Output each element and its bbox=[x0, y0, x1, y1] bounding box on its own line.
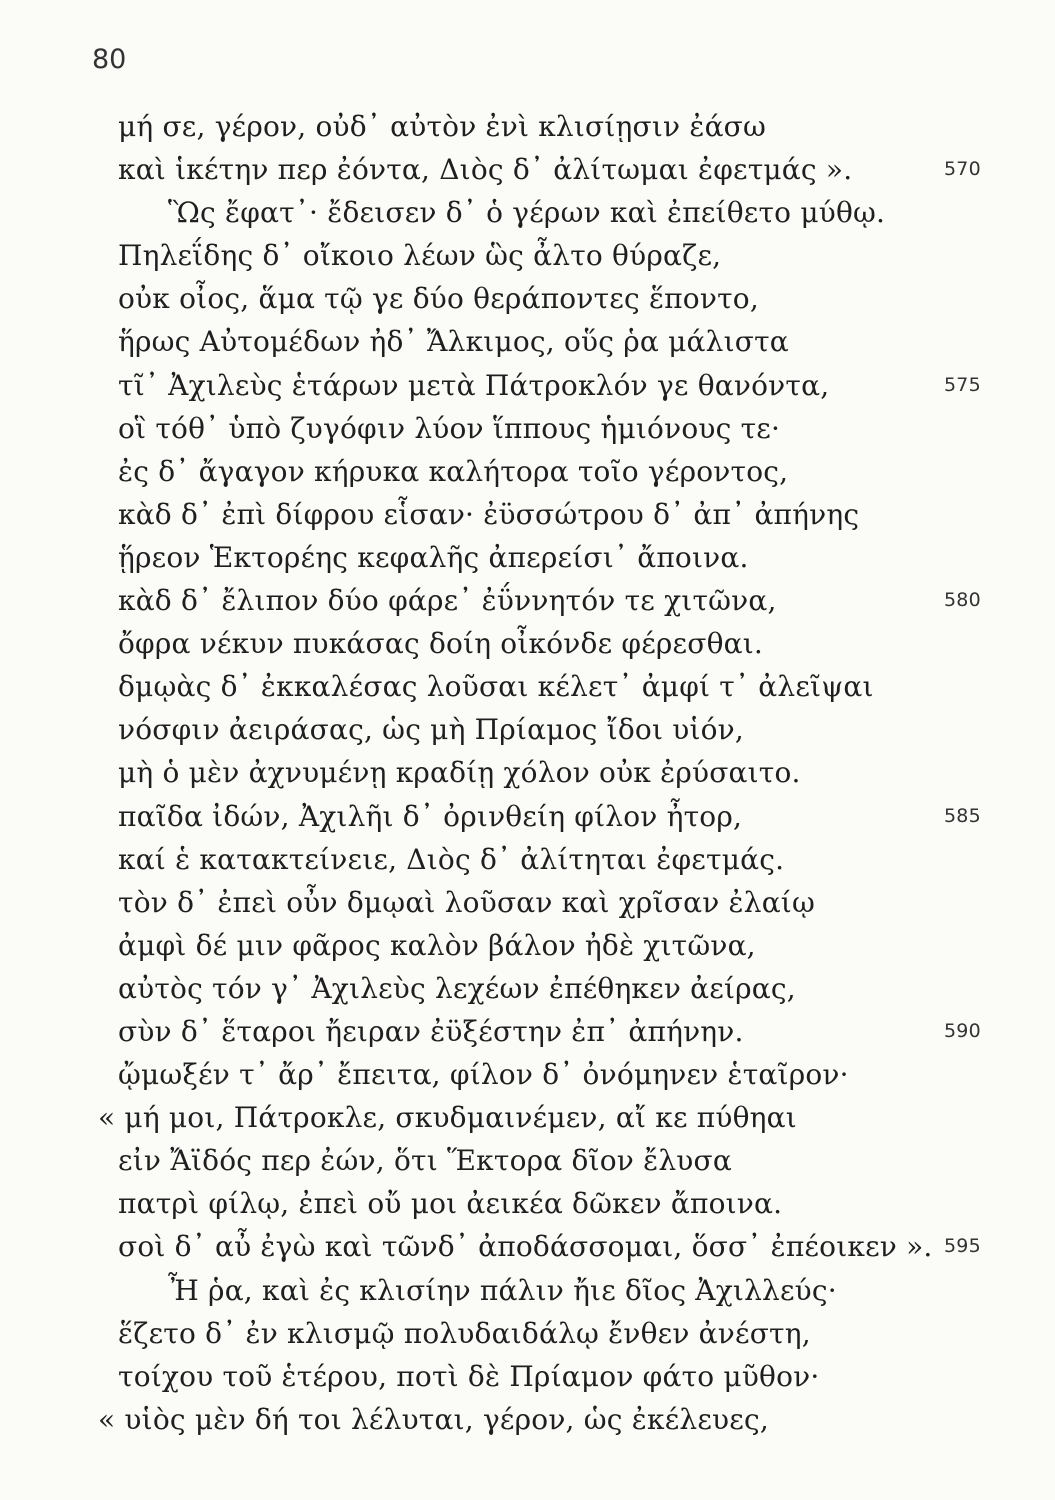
verse-text: καί ἑ κατακτείνειε, Διὸς δ᾽ ἀλίτηται ἐφετμάς. bbox=[118, 842, 785, 876]
verse-line bbox=[0, 364, 1055, 407]
verse-line bbox=[0, 751, 1055, 794]
verse-line bbox=[0, 320, 1055, 363]
verse-text: ἀμφὶ δέ μιν φᾶρος καλὸν βάλον ἠδὲ χιτῶνα, bbox=[118, 928, 756, 962]
verse-line bbox=[0, 1010, 1055, 1053]
verse-line bbox=[0, 450, 1055, 493]
verse-line bbox=[0, 795, 1055, 838]
verse-text: Πηλεΐδης δ᾽ οἴκοιο λέων ὣς ἆλτο θύραζε, bbox=[118, 239, 722, 273]
line-number: 570 bbox=[944, 158, 981, 181]
verse-text: μή σε, γέρον, οὐδ᾽ αὐτὸν ἐνὶ κλισίῃσιν ἐάσω bbox=[118, 110, 767, 143]
verse-text: οὐκ οἶος, ἅμα τῷ γε δύο θεράποντες ἕποντο, bbox=[118, 282, 759, 316]
verse-text: ὄφρα νέκυν πυκάσας δοίη οἶκόνδε φέρεσθαι. bbox=[118, 627, 764, 661]
line-number: 580 bbox=[944, 589, 981, 612]
verse-line bbox=[0, 1269, 1055, 1312]
verse-text: Ὣς ἔφατ᾽· ἔδεισεν δ᾽ ὁ γέρων καὶ ἐπείθετο μύθῳ. bbox=[168, 196, 886, 230]
verse-line bbox=[0, 493, 1055, 536]
verse-text: σὺν δ᾽ ἕταροι ἤειραν ἐϋξέστην ἐπ᾽ ἀπήνην. bbox=[118, 1014, 744, 1048]
line-number: 595 bbox=[944, 1235, 981, 1258]
verse-line bbox=[0, 1053, 1055, 1096]
verse-line bbox=[0, 1398, 1055, 1441]
verse-text: παῖδα ἰδών, Ἀχιλῆι δ᾽ ὀρινθείη φίλον ἦτορ, bbox=[118, 799, 743, 833]
verse-text: δμῳὰς δ᾽ ἐκκαλέσας λοῦσαι κέλετ᾽ ἀμφί τ᾽ ἀλεῖψαι bbox=[118, 670, 874, 704]
verse-line bbox=[0, 407, 1055, 450]
verse-text: ᾤμωξέν τ᾽ ἄρ᾽ ἔπειτα, φίλον δ᾽ ὀνόμηνεν ἑταῖρον· bbox=[118, 1058, 849, 1092]
verse-text: νόσφιν ἀειράσας, ὡς μὴ Πρίαμος ἴδοι υἱόν, bbox=[118, 713, 745, 747]
verse-text: τοίχου τοῦ ἑτέρου, ποτὶ δὲ Πρίαμον φάτο μῦθον· bbox=[118, 1359, 820, 1393]
verse-text: ᾕρεον Ἑκτορέης κεφαλῆς ἀπερείσι᾽ ἄποινα. bbox=[118, 540, 749, 574]
verse-line bbox=[0, 536, 1055, 579]
verse-line bbox=[0, 924, 1055, 967]
verse-text: τῖ᾽ Ἀχιλεὺς ἑτάρων μετὰ Πάτροκλόν γε θανόντα, bbox=[118, 368, 830, 402]
verse-text: μὴ ὁ μὲν ἀχνυμένῃ κραδίῃ χόλον οὐκ ἐρύσαιτο. bbox=[118, 756, 801, 790]
verse-text: αὐτὸς τόν γ᾽ Ἀχιλεὺς λεχέων ἐπέθηκεν ἀείρας, bbox=[118, 971, 796, 1005]
line-number: 585 bbox=[944, 804, 981, 827]
verse-line bbox=[0, 1312, 1055, 1355]
verse-line bbox=[0, 579, 1055, 622]
verse-line bbox=[0, 1139, 1055, 1182]
verse-text: ἕζετο δ᾽ ἐν κλισμῷ πολυδαιδάλῳ ἔνθεν ἀνέστη, bbox=[118, 1316, 811, 1350]
verse-line bbox=[0, 277, 1055, 320]
verse-text: σοὶ δ᾽ αὖ ἐγὼ καὶ τῶνδ᾽ ἀποδάσσομαι, ὅσσ᾽ ἐπέοικεν ». bbox=[118, 1230, 933, 1264]
verse-text: καὶ ἱκέτην περ ἐόντα, Διὸς δ᾽ ἀλίτωμαι ἐφετμάς ». bbox=[118, 153, 853, 187]
verse-line bbox=[0, 105, 1055, 148]
verse-text: οἳ τόθ᾽ ὑπὸ ζυγόφιν λύον ἵππους ἡμιόνους τε· bbox=[118, 411, 781, 445]
verse-line bbox=[0, 1355, 1055, 1398]
verse-line bbox=[0, 622, 1055, 665]
verse-line bbox=[0, 234, 1055, 277]
verse-line bbox=[0, 665, 1055, 708]
line-number: 575 bbox=[944, 373, 981, 396]
verse-text: « μή μοι, Πάτροκλε, σκυδμαινέμεν, αἴ κε πύθηαι bbox=[98, 1101, 797, 1135]
line-number: 590 bbox=[944, 1019, 981, 1042]
verse-line bbox=[0, 708, 1055, 751]
verse-line bbox=[0, 1182, 1055, 1225]
verse-text: εἰν Ἄϊδός περ ἐών, ὅτι Ἕκτορα δῖον ἔλυσα bbox=[118, 1144, 732, 1178]
verse-text: ἐς δ᾽ ἄγαγον κήρυκα καλήτορα τοῖο γέροντος, bbox=[118, 454, 789, 488]
verse-block bbox=[0, 105, 1055, 1441]
verse-line bbox=[0, 967, 1055, 1010]
verse-text: κὰδ δ᾽ ἔλιπον δύο φάρε᾽ ἐΰννητόν τε χιτῶνα, bbox=[118, 584, 777, 618]
verse-text: τὸν δ᾽ ἐπεὶ οὖν δμῳαὶ λοῦσαν καὶ χρῖσαν ἐλαίῳ bbox=[118, 885, 816, 919]
verse-line bbox=[0, 1225, 1055, 1268]
verse-text: κὰδ δ᾽ ἐπὶ δίφρου εἷσαν· ἐϋσσώτρου δ᾽ ἀπ᾽ ἀπήνης bbox=[118, 497, 860, 531]
verse-line bbox=[0, 838, 1055, 881]
verse-line bbox=[0, 1096, 1055, 1139]
verse-line bbox=[0, 148, 1055, 191]
verse-line bbox=[0, 881, 1055, 924]
verse-text: « υἱὸς μὲν δή τοι λέλυται, γέρον, ὡς ἐκέλευες, bbox=[98, 1402, 769, 1436]
page-number: 80 bbox=[92, 44, 127, 75]
verse-text: πατρὶ φίλῳ, ἐπεὶ οὔ μοι ἀεικέα δῶκεν ἄποινα. bbox=[118, 1187, 783, 1221]
verse-text: ἥρως Αὐτομέδων ἠδ᾽ Ἄλκιμος, οὕς ῥα μάλιστα bbox=[118, 325, 789, 359]
verse-line bbox=[0, 191, 1055, 234]
verse-text: Ἦ ῥα, καὶ ἐς κλισίην πάλιν ἤιε δῖος Ἀχιλλεύς· bbox=[168, 1273, 837, 1307]
